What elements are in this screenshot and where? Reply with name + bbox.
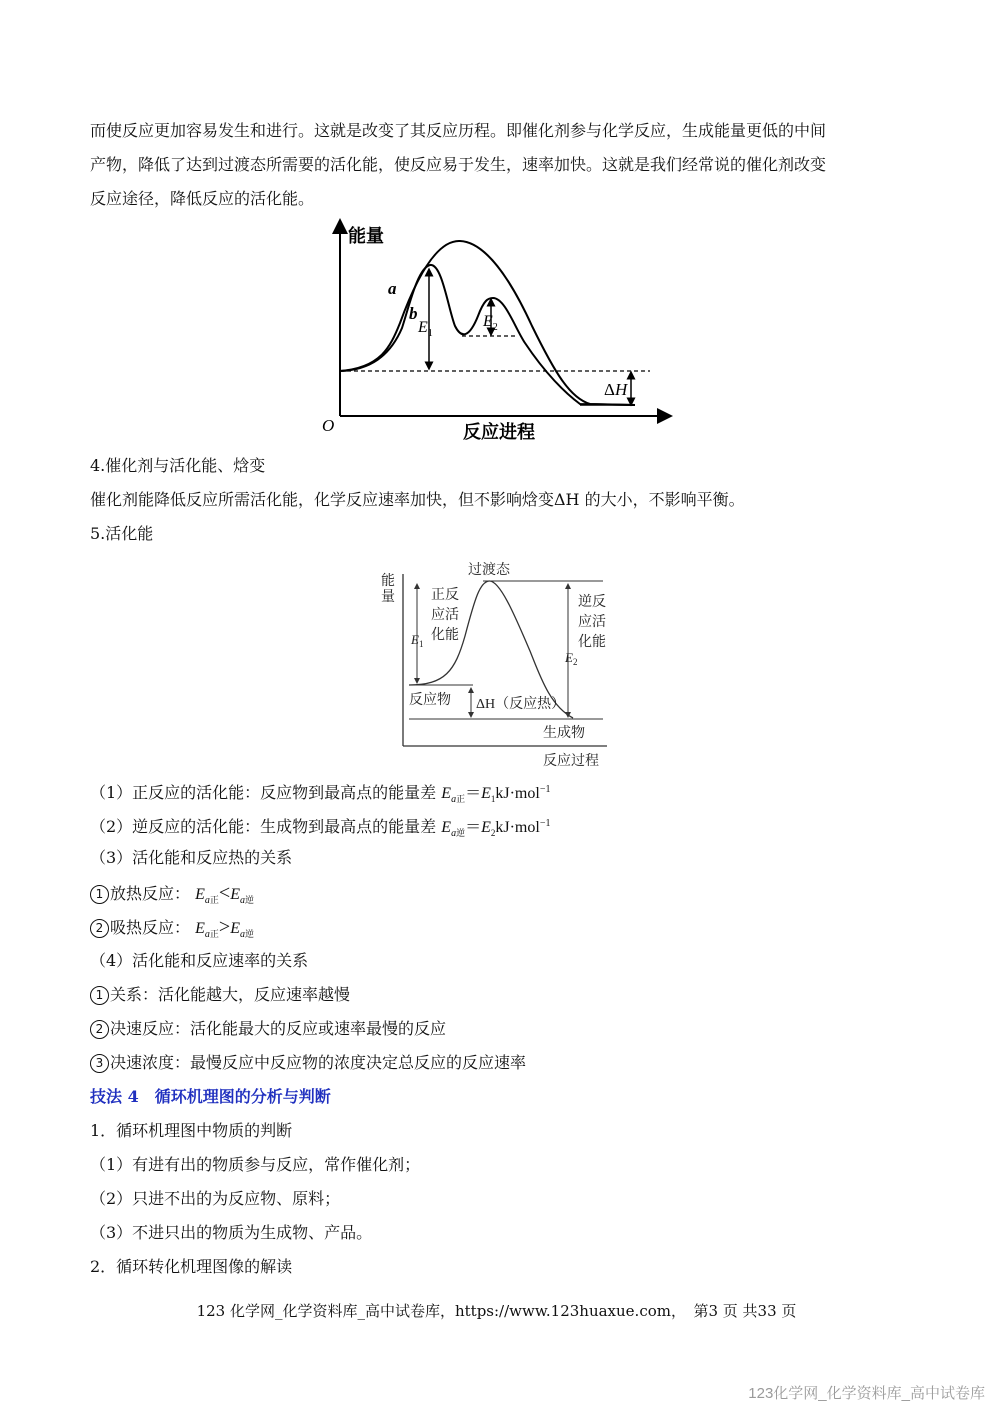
section4-title: 4.催化剂与活化能、焓变 — [90, 456, 266, 475]
curve-b — [340, 265, 635, 405]
reverse-line-1: 逆反 — [578, 595, 606, 610]
e1-label: $E_1$ — [418, 319, 433, 339]
circled-number: 2 — [90, 1020, 109, 1039]
e1-label-2: $E_1$ — [411, 632, 424, 649]
dh-label-2: ΔH（反应热） — [476, 697, 566, 712]
technique4-s1-3: （3）不进只出的物质为生成物、产品。 — [90, 1223, 373, 1242]
item-reverse-activation: （2）逆反应的活化能：生成物到最高点的能量差 $E_{a逆}=E_2kJ\cdot mol^{-1}$ — [90, 817, 551, 839]
activation-energy-diagram — [375, 556, 615, 771]
intro-line-1: 而使反应更加容易发生和进行。这就是改变了其反应历程。即催化剂参与化学反应，生成能量更低的中间 — [90, 121, 827, 140]
circled-number: 3 — [90, 1054, 109, 1073]
technique4-s1-2: （2）只进不出的为反应物、原料； — [90, 1189, 341, 1208]
origin-label: O — [322, 416, 335, 435]
catalyst-energy-diagram — [310, 218, 680, 448]
section5-title: 5.活化能 — [90, 524, 154, 543]
forward-line-1: 正反 — [431, 588, 459, 603]
watermark: 123化学网_化学资料库_高中试卷库 — [748, 1385, 985, 1402]
item-activation-vs-heat: （3）活化能和反应热的关系 — [90, 848, 293, 867]
item-exothermic: 1 放热反应： $E_{a正}<E_{a逆}$ — [90, 883, 254, 911]
technique4-s1-1: （1）有进有出的物质参与反应，常作催化剂； — [90, 1155, 421, 1174]
y-axis-label: 能量 — [348, 226, 384, 246]
x-axis-label: 反应进程 — [463, 422, 535, 442]
reverse-line-2: 应活 — [578, 615, 606, 630]
intro-line-2: 产物，降低了达到过渡态所需要的活化能，使反应易于发生，速率加快。这就是我们经常说的催化剂改变 — [90, 155, 827, 174]
curve-a-label: a — [388, 279, 397, 298]
item-rate-concentration: 3 决速浓度：最慢反应中反应物的浓度决定总反应的反应速率 — [90, 1053, 526, 1073]
item-forward-activation: （1）正反应的活化能：反应物到最高点的能量差 $E_{a正}=E_1kJ\cdot mol^{-1}$ — [90, 783, 551, 805]
curve-b-label: b — [409, 304, 418, 323]
e2-label-2: $E_2$ — [565, 650, 578, 667]
technique4-heading: 技法 4 循环机理图的分析与判断 — [90, 1087, 331, 1106]
circled-number: 1 — [90, 986, 109, 1005]
item-endothermic: 2 吸热反应： $E_{a正}>E_{a逆}$ — [90, 917, 254, 945]
forward-line-3: 化能 — [431, 628, 459, 643]
transition-state-label: 过渡态 — [468, 563, 510, 578]
section4-text: 催化剂能降低反应所需活化能，化学反应速率加快，但不影响焓变ΔH 的大小，不影响平衡。 — [90, 490, 745, 509]
reactant-label: 反应物 — [409, 693, 451, 708]
circled-number: 2 — [90, 919, 109, 938]
item-activation-vs-rate: （4）活化能和反应速率的关系 — [90, 951, 309, 970]
reverse-line-3: 化能 — [578, 635, 606, 650]
circled-number: 1 — [90, 885, 109, 904]
item-relation: 1 关系：活化能越大，反应速率越慢 — [90, 985, 350, 1005]
forward-line-2: 应活 — [431, 608, 459, 623]
dh-label: ΔH — [604, 380, 628, 399]
item-rate-determining: 2 决速反应：活化能最大的反应或速率最慢的反应 — [90, 1019, 446, 1039]
page-footer: 123 化学网_化学资料库_高中试卷库，https://www.123huaxue.com， 第3 页 共33 页 — [196, 1302, 797, 1320]
e2-label: $E_2$ — [483, 313, 498, 333]
product-label: 生成物 — [543, 726, 585, 741]
y-label-liang: 量 — [381, 590, 395, 605]
y-label-neng: 能 — [381, 574, 395, 589]
intro-line-3: 反应途径，降低反应的活化能。 — [90, 189, 315, 208]
technique4-s1: 1．循环机理图中物质的判断 — [90, 1121, 293, 1140]
x-axis-label-2: 反应过程 — [543, 754, 599, 769]
technique4-s2: 2．循环转化机理图像的解读 — [90, 1257, 293, 1276]
